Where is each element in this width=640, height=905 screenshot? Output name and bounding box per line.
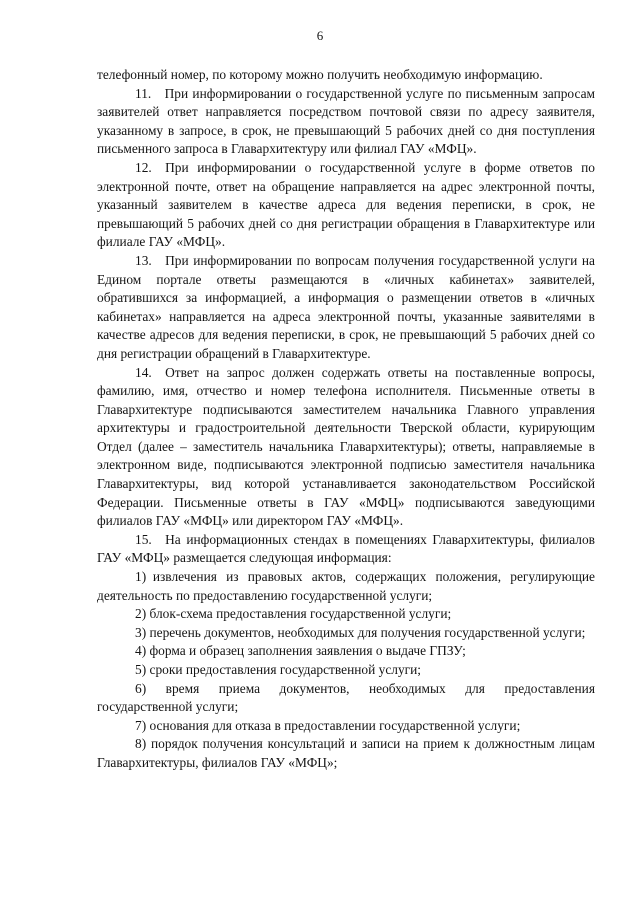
paragraph-14: 14. Ответ на запрос должен содержать ответы на поставленные вопросы, фамилию, имя, отчество и номер телефона исполнителя. Письменные ответы в Главархитектуре подписываются заместителем начальника Главного управления архитектуры и градостроительной деятельности Тверской области, курирующим Отдел (далее – заместитель начальника Главархитектуры); ответы, направляемые в электронном виде, подписываются электронной подписью заместителя начальника Главархитектуры, вид которой устанавливается законодательством Российской Федерации. Письменные ответы в ГАУ «МФЦ» подписываются заведующими филиалов ГАУ «МФЦ» или директором ГАУ «МФЦ». <box>97 364 595 529</box>
paragraph-13: 13. При информировании по вопросам получения государственной услуги на Едином портале ответы размещаются в «личных кабинетах» заявителей, обратившихся за информацией, а информация о размещении ответов в «личных кабинетах» направляется на адреса электронной почты, указанные заявителями в качестве адресов для ведения переписки, в срок, не превышающий 5 рабочих дней со дня регистрации обращений в Главархитектуре. <box>97 252 595 361</box>
document-body <box>97 66 595 773</box>
list-item: 2) блок-схема предоставления государственной услуги; <box>135 606 452 622</box>
list-item: 6) время приема документов, необходимых для предоставления государственной услуги; <box>97 680 595 715</box>
list-item: 8) порядок получения консультаций и записи на прием к должностным лицам Главархитектуры, филиалов ГАУ «МФЦ»; <box>97 736 595 770</box>
paragraph-continuation: телефонный номер, по которому можно получить необходимую информацию. <box>97 67 543 82</box>
list-item: 4) форма и образец заполнения заявления о выдаче ГПЗУ; <box>135 643 466 659</box>
list-item: 1) извлечения из правовых актов, содержащих положения, регулирующие деятельность по предоставлению государственной услуги; <box>97 569 595 603</box>
paragraph-15: 15. На информационных стендах в помещениях Главархитектуры, филиалов ГАУ «МФЦ» размещается следующая информация: <box>97 531 595 566</box>
page-number: 6 <box>316 28 324 43</box>
list-item: 3) перечень документов, необходимых для получения государственной услуги; <box>135 624 586 640</box>
paragraph-12: 12. При информировании о государственной услуге в форме ответов по электронной почте, ответ на обращение направляется на адрес электронной почты, указанный заявителем в качестве адреса для ведения переписки, в срок, не превышающий 5 рабочих дней со дня регистрации обращения в Главархитектуре или филиале ГАУ «МФЦ». <box>97 159 595 250</box>
paragraph-11: 11. При информировании о государственной услуге по письменным запросам заявителей ответ направляется посредством почтовой связи по адресу заявителя, указанному в запросе, в срок, не превышающий 5 рабочих дней со дня поступления письменного запроса в Главархитектуру или филиал ГАУ «МФЦ». <box>97 85 595 157</box>
list-item: 7) основания для отказа в предоставлении государственной услуги; <box>135 717 521 733</box>
list-item: 5) сроки предоставления государственной услуги; <box>135 662 422 677</box>
